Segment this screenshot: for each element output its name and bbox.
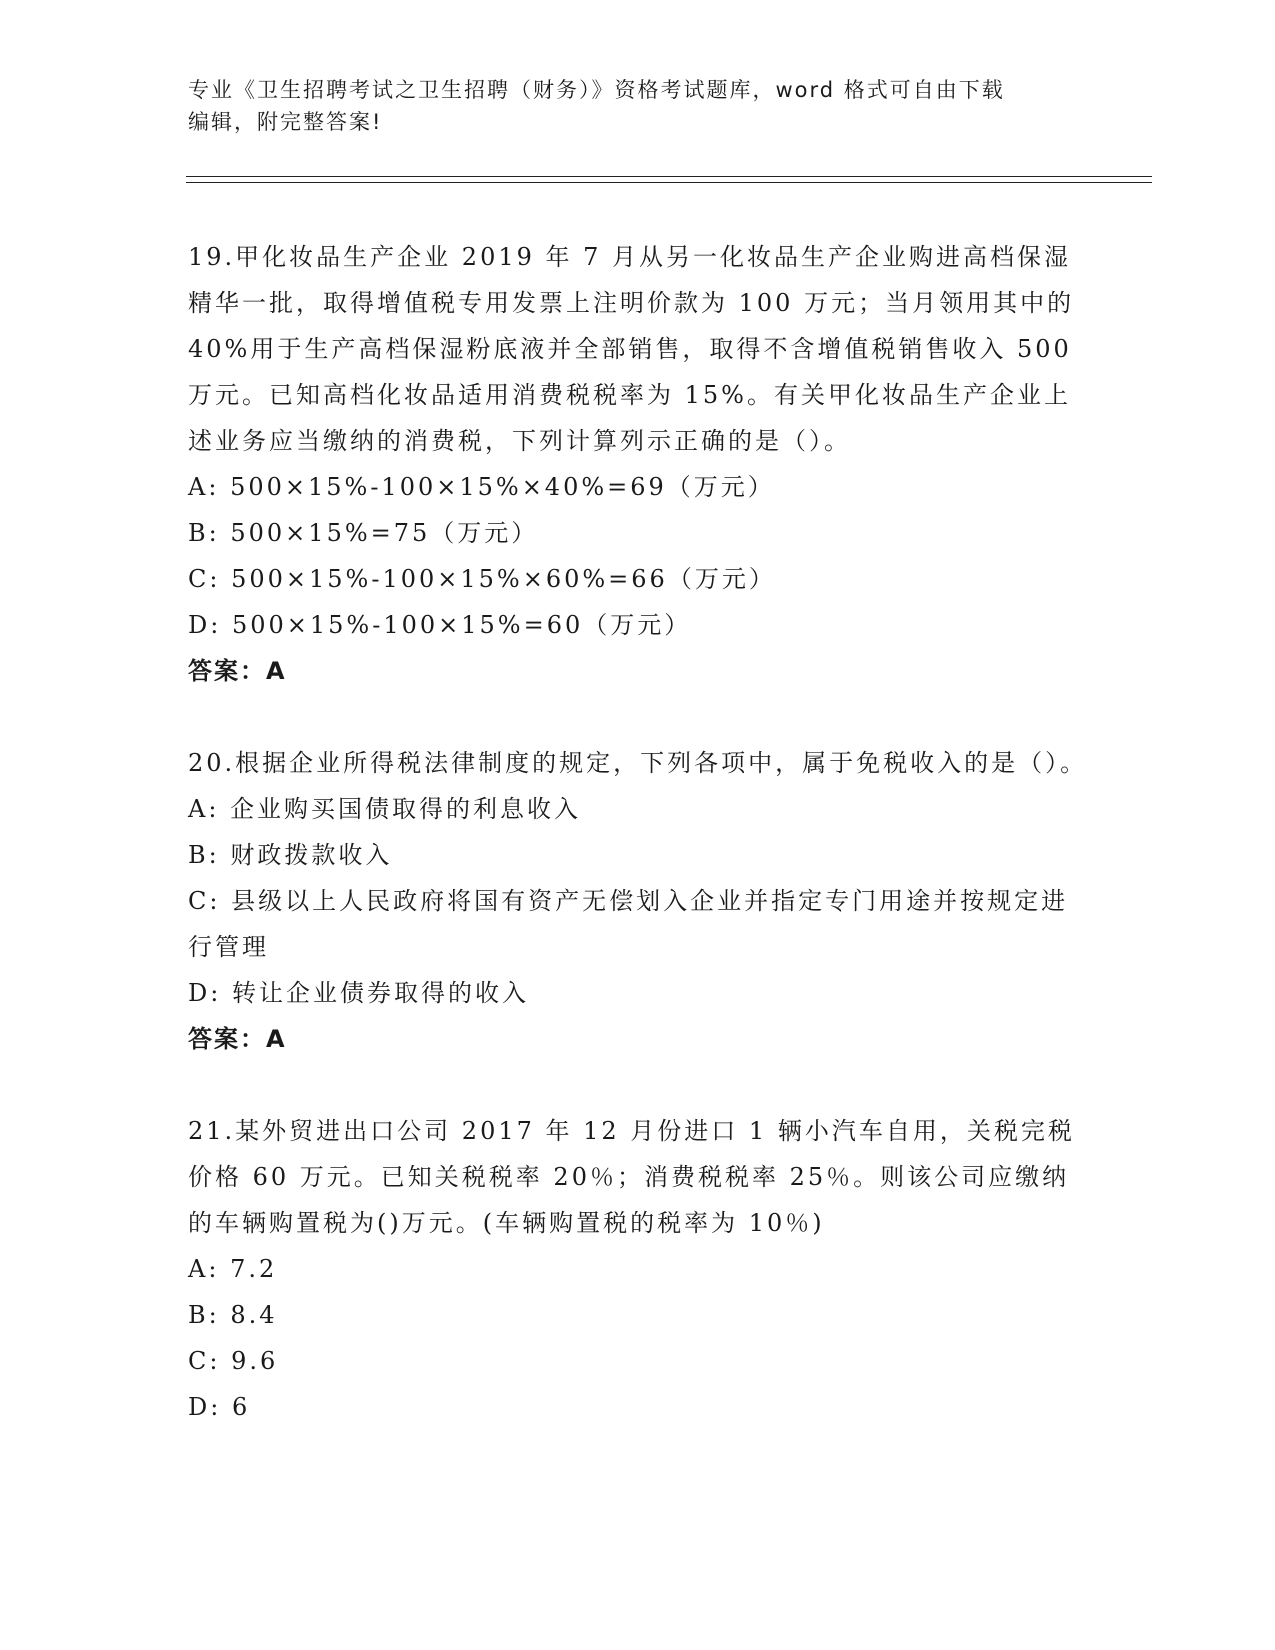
option-letter: B: — [188, 841, 220, 869]
option-text: 财政拨款收入 — [230, 841, 393, 869]
question-21 — [188, 1108, 1088, 1430]
option-text: 8.4 — [230, 1301, 278, 1329]
option-letter: A: — [188, 1255, 220, 1283]
option-letter: C: — [188, 1347, 221, 1375]
option-text: 9.6 — [231, 1347, 279, 1375]
option-text: 500×15%-100×15%×40%=69（万元） — [230, 473, 775, 501]
option-letter: D: — [188, 979, 222, 1007]
header-line-2: 编辑，附完整答案! — [188, 110, 383, 134]
header-divider-top — [186, 176, 1152, 177]
answer-label: 答案：A — [188, 657, 287, 685]
header-divider-bottom — [186, 182, 1152, 183]
option-text: 县级以上人民政府将国有资产无偿划入企业并指定专门用途并按规定进行管理 — [188, 887, 1069, 961]
option-letter: C: — [188, 565, 221, 593]
question-list — [188, 234, 1088, 1476]
option-c — [188, 1338, 1088, 1384]
option-text: 7.2 — [230, 1255, 278, 1283]
option-letter: A: — [188, 473, 220, 501]
option-text: 转让企业债券取得的收入 — [231, 979, 529, 1007]
option-b — [188, 1292, 1088, 1338]
answer-label: 答案：A — [188, 1025, 287, 1053]
option-c — [188, 556, 1088, 602]
header-line-1: 专业《卫生招聘考试之卫生招聘（财务）》资格考试题库，word 格式可自由下载 — [188, 78, 1005, 102]
option-b — [188, 510, 1088, 556]
question-stem: 21.某外贸进出口公司 2017 年 12 月份进口 1 辆小汽车自用，关税完税价格 60 万元。已知关税税率 20％；消费税税率 25％。则该公司应缴纳的车辆购置税为()万元。(车辆购置税的税率为 10％) — [188, 1117, 1075, 1237]
option-text: 500×15%=75（万元） — [230, 519, 539, 547]
option-d — [188, 970, 1088, 1016]
option-letter: D: — [188, 611, 222, 639]
option-letter: D: — [188, 1393, 222, 1421]
document-header — [188, 74, 1088, 138]
option-letter: A: — [188, 795, 220, 823]
question-19 — [188, 234, 1088, 694]
question-stem: 19.甲化妆品生产企业 2019 年 7 月从另一化妆品生产企业购进高档保湿精华一批，取得增值税专用发票上注明价款为 100 万元；当月领用其中的 40%用于生产高档保湿粉底液并全部销售，取得不含增值税销售收入 500 万元。已知高档化妆品适用消费税税率为 15%。有关甲化妆品生产企业上述业务应当缴纳的消费税，下列计算列示正确的是（）。 — [188, 243, 1075, 455]
option-text: 500×15%-100×15%×60%=66（万元） — [231, 565, 776, 593]
option-a — [188, 1246, 1088, 1292]
option-a — [188, 464, 1088, 510]
option-text: 500×15%-100×15%=60（万元） — [231, 611, 692, 639]
option-a — [188, 786, 1088, 832]
option-d — [188, 602, 1088, 648]
option-letter: C: — [188, 887, 221, 915]
option-letter: B: — [188, 1301, 220, 1329]
option-c — [188, 878, 1088, 970]
option-d — [188, 1384, 1088, 1430]
question-20 — [188, 740, 1088, 1062]
option-letter: B: — [188, 519, 220, 547]
option-text: 6 — [231, 1393, 251, 1421]
question-stem: 20.根据企业所得税法律制度的规定，下列各项中，属于免税收入的是（）。 — [188, 749, 1088, 777]
option-b — [188, 832, 1088, 878]
option-text: 企业购买国债取得的利息收入 — [230, 795, 582, 823]
